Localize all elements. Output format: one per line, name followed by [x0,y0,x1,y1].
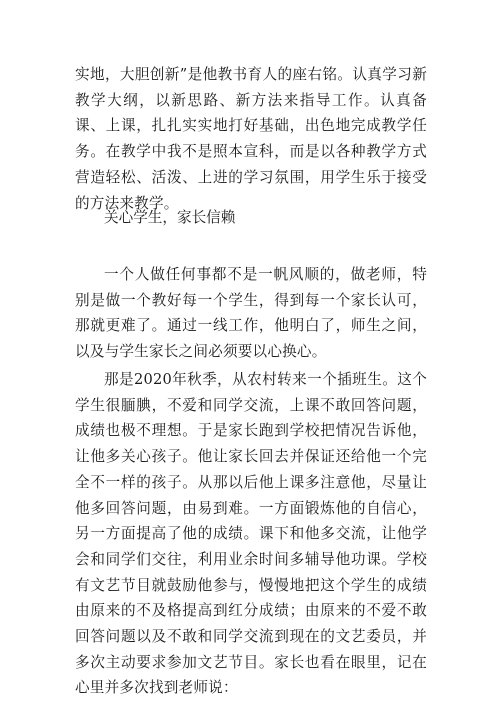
body-paragraph: 实地，大胆创新”是他教书育人的座右铭。认真学习新教学大纲，以新思路、新方法来指导工作。认真备课、上课，扎扎实实地打好基础，出色地完成教学任务。在教学中我不是照本宣科，而是以各种教学方式营造轻松、活泼、上进的学习氛围，用学生乐于接受的方法来教学。 [75,66,427,212]
body-paragraph: 那是2020年秋季，从农村转来一个插班生。这个学生很腼腆，不爱和同学交流，上课不敢回答问题，成绩也极不理想。于是家长跑到学校把情况告诉他，让他多关心孩子。他让家长回去并保证还给他一个完全不一样的孩子。从那以后他上课多注意他，尽量让他多回答问题，由易到难。一方面锻炼他的自信心，另一方面提高了他的成绩。课下和他多交流，让他学会和同学们交往，利用业余时间多辅导他功课。学校有文艺节目就鼓励他参与，慢慢地把这个学生的成绩由原来的不及格提高到红分成绩；由原来的不爱不敢回答问题以及不敢和同学交流到现在的文艺委员，并多次主动要求参加文艺节目。家长也看在眼里，记在心里并多次找到老师说： [75,371,427,697]
body-paragraph: 一个人做任何事都不是一帆风顺的，做老师，特别是做一个教好每一个学生，得到每一个家长认可，那就更难了。通过一线工作，他明白了，师生之间，以及与学生家长之间必须要以心换心。 [75,266,427,361]
section-heading: 关心学生，家长信赖 [104,209,236,226]
